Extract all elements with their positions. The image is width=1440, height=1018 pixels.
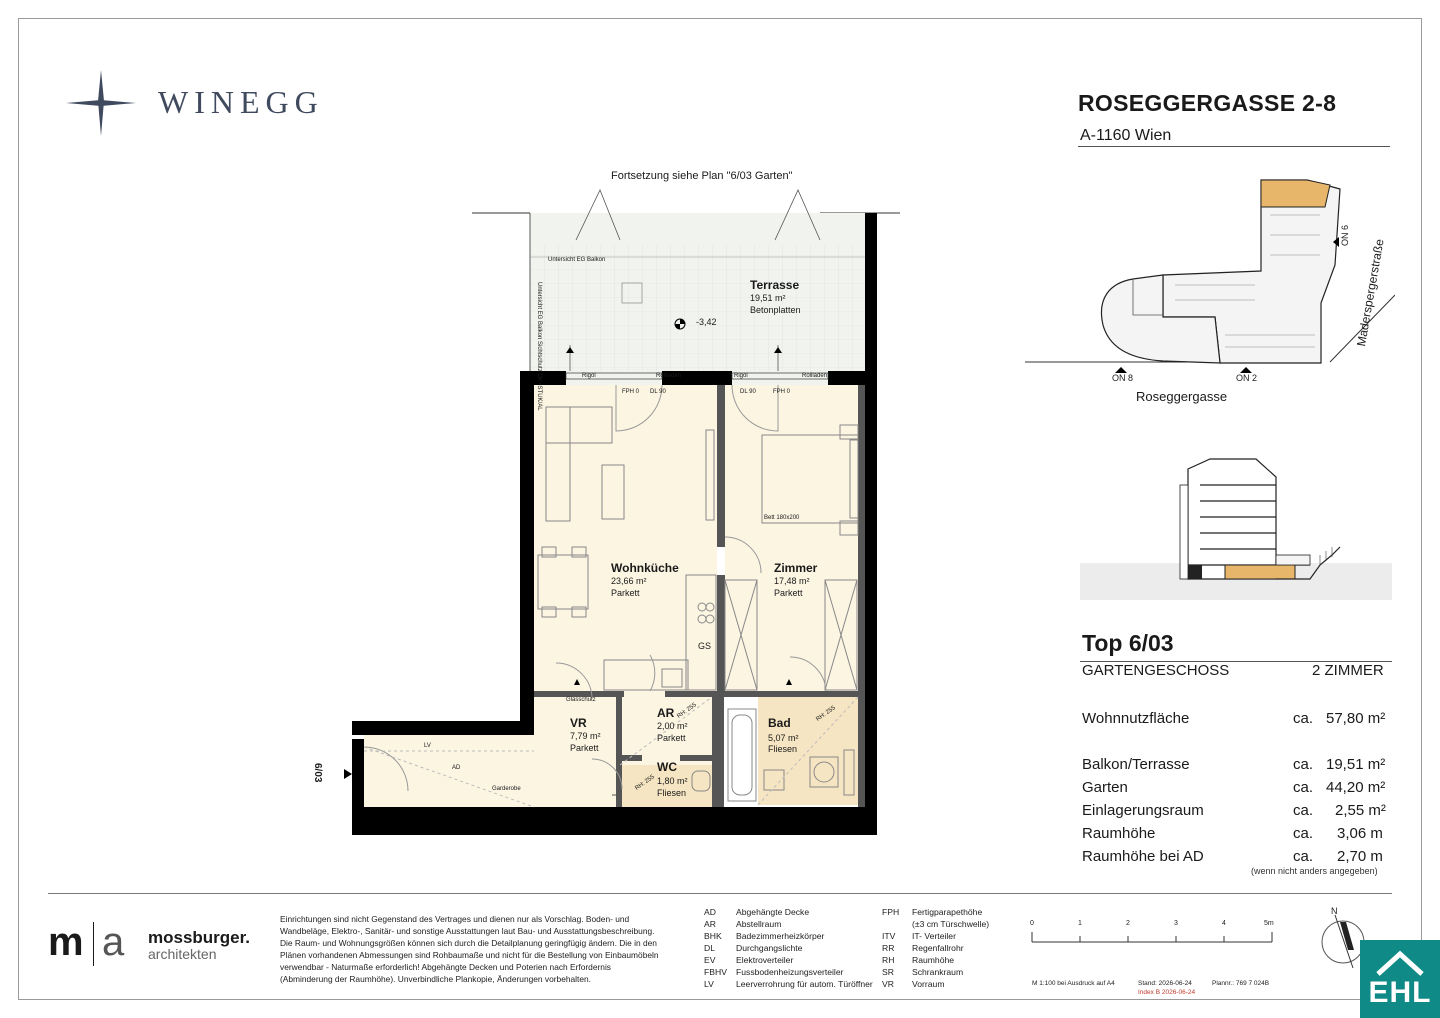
- legend-code: AD: [704, 907, 716, 917]
- ehl-logo: [1360, 940, 1440, 1018]
- unit-floor: GARTENGESCHOSS: [1082, 662, 1230, 679]
- legend-text: IT- Verteiler: [912, 931, 956, 941]
- marker-on2: ON 2: [1236, 373, 1258, 383]
- room-name-vr: VR: [570, 716, 587, 730]
- room-name-bad: Bad: [768, 716, 791, 730]
- plan-rigol: Rigol: [582, 373, 596, 379]
- architect-logo-bar: [93, 922, 94, 966]
- legend-text: Vorraum: [912, 979, 945, 989]
- legend-text: Abstellraum: [736, 919, 782, 929]
- site-plan: [1025, 175, 1395, 405]
- legend-text: Abgehängte Decke: [736, 907, 810, 917]
- legend-code: EV: [704, 955, 716, 965]
- legend-text: Durchgangslichte: [736, 943, 803, 953]
- room-area-bad: 5,07 m²: [768, 733, 799, 743]
- area-value: 19,51 m²: [1326, 756, 1386, 773]
- legend-text: Raumhöhe: [912, 955, 955, 965]
- marker-on6: ON 6: [1340, 224, 1350, 246]
- room-name-wc: WC: [657, 760, 677, 774]
- plan-rh-3: RH: 255: [815, 705, 837, 723]
- address-street: ROSEGGERGASSE 2-8: [1078, 90, 1337, 116]
- area-label: Raumhöhe bei AD: [1082, 848, 1204, 865]
- legend-text: Fussbodenheizungsverteiler: [736, 967, 844, 977]
- brand-name: WINEGG: [158, 84, 324, 120]
- plan-fph: FPH 0: [622, 389, 640, 395]
- area-label: Garten: [1082, 779, 1128, 796]
- legend-code: LV: [704, 979, 714, 989]
- legend-code: RH: [882, 955, 895, 965]
- architect-name: mossburger.: [148, 928, 251, 947]
- area-value: 2,70 m: [1337, 848, 1383, 865]
- plan-continuation: Fortsetzung siehe Plan "6/03 Garten": [611, 170, 793, 182]
- room-area-terrasse: 19,51 m²: [750, 293, 786, 303]
- room-floor-ar: Parkett: [657, 733, 686, 743]
- architect-logo-a: a: [102, 920, 125, 964]
- plan-ad: AD: [452, 765, 461, 771]
- room-floor-terrasse: Betonplatten: [750, 305, 801, 315]
- address-city: A-1160 Wien: [1080, 127, 1172, 144]
- area-label: Einlagerungsraum: [1082, 802, 1204, 819]
- plan-rh-2: RH: 255: [634, 774, 656, 792]
- area-value: 57,80 m²: [1326, 710, 1386, 727]
- scale-stand: Stand: 2026-06-24: [1138, 980, 1192, 987]
- north-label: N: [1331, 906, 1338, 916]
- legend-text: Regenfallrohr: [912, 943, 964, 953]
- plan-dl-2: DL 90: [740, 389, 756, 395]
- plan-rigol-2: Rigol: [734, 373, 748, 379]
- room-area-wohnkueche: 23,66 m²: [611, 576, 647, 586]
- room-name-terrasse: Terrasse: [750, 278, 800, 292]
- plan-lv: LV: [424, 743, 431, 749]
- scale-plannr: Plannr.: 769 7 024B: [1212, 980, 1270, 987]
- room-name-zimmer: Zimmer: [774, 561, 818, 575]
- unit-rooms: 2 ZIMMER: [1312, 662, 1384, 679]
- area-prefix: ca.: [1293, 710, 1314, 727]
- legend-code: SR: [882, 967, 894, 977]
- area-value: 2,55 m²: [1335, 802, 1386, 819]
- area-label: Balkon/Terrasse: [1082, 756, 1190, 773]
- plan-rh: RH: 255: [676, 702, 698, 720]
- area-label: Raumhöhe: [1082, 825, 1156, 842]
- legend-code: RR: [882, 943, 895, 953]
- plan-rollladen-2: Rollladen: [802, 373, 828, 379]
- scale-tick: 1: [1078, 920, 1082, 927]
- plan-fph-2: FPH 0: [773, 389, 791, 395]
- room-floor-bad: Fliesen: [768, 744, 798, 754]
- divider: [1078, 146, 1390, 147]
- legend-code: DL: [704, 943, 715, 953]
- room-area-vr: 7,79 m²: [570, 731, 601, 741]
- plan-level: -3,42: [696, 317, 717, 327]
- legend-text: (±3 cm Türschwelle): [912, 919, 990, 929]
- legend-code: FPH: [882, 907, 900, 917]
- section-drawing: [1080, 455, 1392, 601]
- street-madersperger: Maderspergerstraße: [1354, 237, 1387, 348]
- room-area-zimmer: 17,48 m²: [774, 576, 810, 586]
- plan-bed-label: Bett 180x200: [764, 515, 800, 521]
- area-prefix: ca.: [1293, 802, 1314, 819]
- scale-tick: 3: [1174, 920, 1178, 927]
- area-prefix: ca.: [1293, 825, 1314, 842]
- area-prefix: ca.: [1293, 848, 1314, 865]
- floor-plan: [320, 185, 900, 840]
- area-label: Wohnnutzfläche: [1082, 710, 1190, 727]
- area-prefix: ca.: [1293, 779, 1314, 796]
- plan-glasschutz: Glasschutz: [566, 697, 596, 703]
- architect-logo-m: m: [48, 920, 84, 964]
- legend-code: ITV: [882, 931, 896, 941]
- room-floor-vr: Parkett: [570, 743, 599, 753]
- room-floor-wohnkueche: Parkett: [611, 588, 640, 598]
- legend-code: FBHV: [704, 967, 727, 977]
- area-value: 3,06 m: [1337, 825, 1383, 842]
- scale-bar: [1030, 930, 1280, 946]
- legend-text: Schrankraum: [912, 967, 964, 977]
- room-area-ar: 2,00 m²: [657, 721, 688, 731]
- plan-garderobe: Garderobe: [492, 786, 521, 792]
- legend-text: Leerverrohrung für autom. Türöffner: [736, 979, 873, 989]
- plan-rollladen: Rollladen: [656, 373, 682, 379]
- plan-untersicht: Untersicht EG Balkon: [548, 257, 606, 263]
- legend-text: Elektroverteiler: [736, 955, 794, 965]
- room-name-ar: AR: [657, 706, 675, 720]
- plan-sichtschutz: Untersicht EG Balkon Sichtschutz OK=STUK/AL: [536, 282, 542, 411]
- area-value: 44,20 m²: [1326, 779, 1386, 796]
- scale-tick: 2: [1126, 920, 1130, 927]
- marker-on8: ON 8: [1112, 373, 1134, 383]
- room-floor-zimmer: Parkett: [774, 588, 803, 598]
- legend-text: Fertigparapethöhe: [912, 907, 983, 917]
- scale-tick: 5m: [1264, 920, 1274, 927]
- compass-star-icon: [66, 70, 136, 136]
- scale-tick: 0: [1030, 920, 1034, 927]
- legend-code: VR: [882, 979, 894, 989]
- scale-tick: 4: [1222, 920, 1226, 927]
- plan-entry-label: 6/03: [312, 763, 323, 783]
- area-prefix: ca.: [1293, 756, 1314, 773]
- house-roof-icon: [1376, 948, 1424, 976]
- room-name-wohnkueche: Wohnküche: [611, 561, 679, 575]
- plan-dl: DL 90: [650, 389, 666, 395]
- street-roseggergasse: Roseggergasse: [1136, 389, 1228, 404]
- legend-code: AR: [704, 919, 716, 929]
- legend-text: Badezimmerheizkörper: [736, 931, 825, 941]
- plan-gs: GS: [698, 641, 712, 651]
- scale-note: M 1:100 bei Ausdruck auf A4: [1032, 980, 1115, 987]
- ehl-text: EHL: [1368, 976, 1432, 1009]
- unit-top: Top 6/03: [1082, 630, 1174, 656]
- architect-sub: architekten: [148, 946, 217, 962]
- scale-index: Index B 2026-06-24: [1138, 989, 1196, 996]
- area-note: (wenn nicht anders angegeben): [1251, 866, 1378, 876]
- footer-divider: [48, 893, 1392, 894]
- room-area-wc: 1,80 m²: [657, 776, 688, 786]
- disclaimer: Einrichtungen sind nicht Gegenstand des Vertrages und dienen nur als Vorschlag. Boden- und Wandbeläge, Elektro-, Sanitär- und sonstige Ausstattungen laut Bau- und Ausstattungsbeschreibung. Die Raum- und Wohnungsgrößen können sich durch die Detailplanung geringfügig ändern. Die in den Plänen vorhandenen Abmessungen sind Rohbaumaße und nicht für die Bestellung von Einbaumöbeln verwendbar - Naturmaße erforderlich! Abgehängte Decken und Poterien nach Erfordernis (Abminderung der Raumhöhe). Unverbindliche Plankopie, Änderungen vorbehalten.: [280, 914, 659, 984]
- room-floor-wc: Fliesen: [657, 788, 687, 798]
- legend-code: BHK: [704, 931, 722, 941]
